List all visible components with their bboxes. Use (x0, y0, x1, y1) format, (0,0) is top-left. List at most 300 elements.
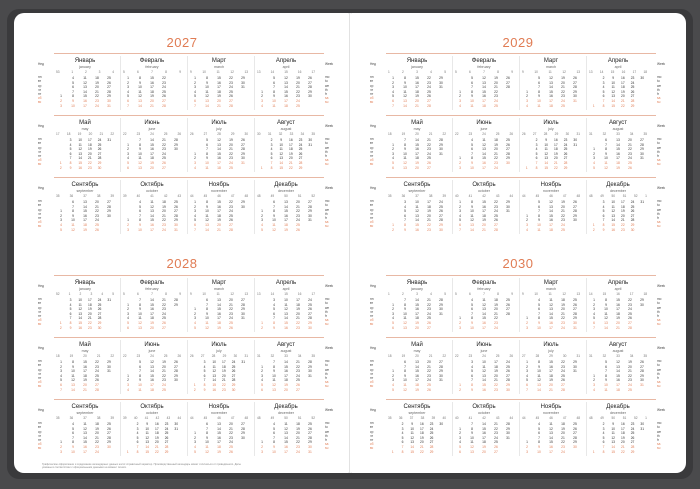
day-cell: 8 (206, 151, 208, 156)
day-cell: 19 (616, 165, 620, 170)
day-cell: 10 (403, 151, 407, 156)
day-cell: 23 (630, 422, 635, 426)
day-cell: 9 (545, 138, 548, 142)
month-name-en: october (478, 189, 490, 193)
week-number: 21 (99, 132, 104, 136)
day-cell: 21 (628, 142, 632, 147)
weekday-labels-en (325, 186, 337, 229)
day-cell: 6 (538, 80, 540, 85)
month-block-december (587, 399, 649, 457)
day-cell: 26 (573, 76, 577, 80)
day-cell: 4 (535, 147, 538, 152)
week-number: 17 (311, 70, 315, 74)
day-cell: 14 (415, 364, 419, 369)
week-numbers (455, 416, 513, 421)
week-number: 35 (311, 354, 315, 358)
week-number: 25 (495, 354, 500, 358)
month-days (123, 360, 181, 394)
weekday-label-en: th (657, 87, 660, 92)
day-cell: 19 (229, 138, 233, 142)
day-cell: 11 (470, 440, 474, 445)
day-cell: 18 (561, 298, 565, 302)
day-cell: 13 (150, 209, 154, 214)
day-cell: 22 (162, 302, 166, 307)
day-cell: 12 (138, 320, 142, 325)
weekday-label: ср (370, 83, 374, 88)
day-cell: 5 (194, 449, 196, 454)
day-cell: 17 (150, 382, 154, 387)
day-cell: 15 (284, 89, 288, 94)
day-cell: 11 (205, 320, 209, 325)
day-cell: 6 (60, 382, 62, 387)
day-cell: 19 (150, 320, 154, 325)
day-cell: 1 (392, 222, 394, 227)
day-cell: 21 (549, 387, 553, 392)
day-cell: 1 (459, 426, 461, 431)
month-name-ru: Сентябрь (403, 404, 431, 410)
day-cell: 12 (482, 302, 486, 307)
day-cell: 15 (284, 320, 288, 325)
weekday-label: вс (370, 162, 374, 167)
day-cell: 2 (459, 431, 461, 436)
week-numbers (123, 194, 181, 199)
day-cell: 29 (439, 76, 443, 80)
day-cell: 9 (538, 94, 540, 99)
day-cell: 29 (308, 364, 312, 369)
day-cell: 24 (95, 449, 99, 454)
day-cell: 16 (415, 80, 419, 85)
day-cell (305, 228, 315, 233)
month-block-december (255, 399, 317, 457)
week-number: 13 (257, 292, 261, 296)
day-cell: 23 (162, 378, 166, 383)
day-cell: 10 (537, 222, 541, 227)
day-cell: 2 (261, 444, 263, 449)
month-block-may (54, 337, 116, 395)
day-cell: 6 (404, 213, 406, 218)
week-label: Нед (370, 124, 376, 128)
day-cell: 12 (71, 227, 75, 232)
day-cell: 26 (640, 360, 644, 364)
day-cell: 18 (621, 85, 625, 90)
day-cell: 6 (72, 200, 74, 204)
day-cell: 1 (60, 360, 62, 364)
day-cell (436, 104, 446, 109)
weekday-label-en: su (325, 224, 329, 229)
day-cell: 6 (392, 325, 394, 330)
day-cell: 5 (139, 204, 141, 209)
day-cell: 14 (284, 360, 288, 364)
day-cell: 14 (150, 298, 154, 302)
day-cell: 5 (69, 307, 72, 312)
weekday-label-en: sa (657, 220, 661, 225)
day-cell: 23 (162, 222, 166, 227)
day-cell: 16 (415, 373, 419, 378)
day-cell: 15 (415, 76, 419, 80)
week-number: 17 (632, 70, 637, 74)
day-cell: 17 (217, 209, 221, 214)
day-cell: 15 (78, 160, 83, 165)
day-cell: 30 (573, 444, 577, 449)
week-number: 42 (482, 194, 486, 198)
day-cell (436, 450, 446, 455)
day-cell: 9 (471, 320, 473, 325)
day-cell: 1 (526, 360, 528, 364)
week-label: Нед (38, 284, 44, 288)
day-cell: 23 (229, 204, 233, 209)
month-days (522, 200, 580, 234)
day-cell: 10 (71, 103, 75, 108)
day-cell: 25 (494, 440, 498, 445)
day-cell: 22 (427, 142, 431, 147)
day-cell: 10 (537, 449, 541, 454)
day-cell: 24 (494, 165, 498, 170)
day-cell: 20 (482, 449, 486, 454)
weekday-label-en: su (325, 162, 329, 167)
weekday-label: вт (38, 425, 42, 430)
week-number: 49 (600, 416, 604, 420)
week-number: 27 (522, 354, 526, 358)
weekday-label: пн (38, 297, 42, 302)
day-cell: 30 (241, 204, 245, 209)
month-block-june (453, 115, 515, 173)
day-cell: 11 (78, 142, 82, 147)
day-cell: 31 (640, 200, 645, 204)
day-cell: 29 (573, 89, 577, 94)
day-cell: 6 (535, 156, 538, 161)
day-cell: 10 (279, 142, 284, 147)
week-number: 24 (482, 354, 486, 358)
day-cell: 31 (640, 426, 645, 431)
day-cell: 29 (241, 151, 245, 156)
day-cell: 5 (538, 426, 540, 431)
weekday-label-en: fr (657, 92, 659, 97)
day-cell: 16 (554, 138, 558, 142)
day-cell: 23 (229, 311, 233, 316)
day-cell: 10 (78, 298, 83, 302)
day-cell: 24 (162, 85, 166, 90)
day-cell: 6 (206, 298, 208, 302)
day-cell: 24 (427, 85, 431, 90)
week-number: 13 (257, 70, 261, 74)
day-cell: 16 (150, 80, 154, 85)
day-cell: 1 (592, 449, 595, 454)
day-cell: 10 (138, 382, 142, 387)
day-cell: 12 (150, 204, 154, 209)
week-label: Нед (370, 62, 376, 66)
day-cell: 14 (549, 435, 553, 440)
weekday-label-en: mo (325, 297, 330, 302)
month-name-ru: Декабрь (606, 404, 630, 410)
day-cell: 22 (95, 440, 99, 445)
week-number: 47 (562, 194, 567, 198)
day-cell: 11 (549, 298, 553, 302)
day-cell: 25 (95, 222, 99, 227)
weekday-label-en: we (657, 367, 662, 372)
day-cell: 1 (127, 373, 129, 378)
day-cell: 31 (107, 103, 111, 108)
day-row (522, 166, 580, 171)
day-cell: 7 (392, 103, 394, 108)
day-cell: 1 (194, 151, 196, 156)
day-cell: 4 (203, 364, 206, 369)
weekday-label-en: fr (325, 376, 327, 381)
day-cell: 5 (194, 325, 196, 330)
day-cell: 6 (139, 364, 141, 369)
day-cell: 23 (628, 151, 632, 156)
day-cell: 12 (549, 76, 553, 80)
week-label-en: Week (325, 62, 334, 66)
day-cell: 8 (72, 360, 74, 364)
week-number: 31 (267, 132, 272, 136)
weekday-label-en: mo (325, 137, 330, 142)
weekday-label: ср (38, 207, 42, 212)
day-cell: 5 (273, 426, 275, 431)
weekday-label-en: fr (325, 216, 327, 221)
day-cell: 31 (439, 85, 443, 90)
day-cell: 10 (611, 200, 616, 204)
day-cell: 9 (404, 80, 406, 85)
day-cell: 4 (69, 142, 72, 147)
week-number: 31 (257, 354, 261, 358)
day-cell: 23 (563, 138, 568, 142)
day-cell: 11 (604, 311, 608, 316)
week-number: 52 (311, 194, 315, 198)
day-cell: 31 (506, 435, 510, 440)
day-cell: 18 (549, 227, 553, 232)
day-cell: 20 (150, 325, 154, 330)
day-cell: 29 (241, 431, 245, 436)
day-cell: 28 (573, 435, 577, 440)
day-cell: 7 (273, 316, 275, 321)
calendar-grid-2027 (38, 53, 334, 239)
day-cell: 28 (107, 89, 111, 94)
month-block-september (54, 177, 116, 235)
day-cell: 7 (602, 98, 605, 103)
month-block-october (121, 177, 183, 235)
day-cell: 7 (69, 156, 72, 161)
month-days (56, 76, 114, 110)
week-number: 22 (110, 132, 114, 136)
day-cell: 29 (630, 449, 635, 454)
day-cell: 2 (392, 373, 394, 378)
month-days (257, 360, 315, 394)
weekday-label-en: fr (325, 154, 327, 159)
weekday-label: вт (370, 301, 374, 306)
month-name-en: january (411, 65, 423, 69)
week-number: 19 (77, 132, 82, 136)
day-cell: 9 (602, 227, 605, 232)
day-cell: 16 (616, 302, 620, 307)
day-cell: 15 (284, 209, 288, 214)
day-cell: 9 (273, 444, 275, 449)
month-name-ru: Октябрь (472, 404, 496, 410)
day-cell: 3 (392, 311, 394, 316)
weekday-label: пт (38, 154, 42, 159)
day-cell: 7 (471, 85, 473, 90)
day-cell: 11 (284, 302, 288, 307)
week-number: 13 (576, 70, 580, 74)
week-number: 20 (88, 132, 93, 136)
day-cell: 5 (392, 320, 394, 325)
day-cell: 30 (107, 364, 111, 369)
week-number: 9 (179, 70, 181, 74)
weekday-label: пт (370, 154, 374, 159)
day-cell: 21 (494, 422, 498, 426)
day-cell: 4 (60, 222, 62, 227)
day-cell: 2 (459, 320, 461, 325)
week-label: Нед (38, 124, 44, 128)
day-cell: 13 (284, 80, 288, 85)
day-cell: 12 (205, 325, 209, 330)
day-cell: 7 (270, 160, 273, 165)
day-cell (171, 166, 181, 171)
week-number: 36 (69, 416, 74, 420)
weekday-label-en: we (657, 145, 662, 150)
day-cell: 6 (401, 440, 404, 445)
weekday-label: вт (370, 425, 374, 430)
day-cell: 19 (427, 209, 431, 214)
day-cell: 12 (78, 307, 83, 312)
week-number: 26 (190, 132, 194, 136)
day-cell: 9 (139, 222, 141, 227)
day-cell: 30 (107, 213, 111, 218)
day-cell: 5 (605, 360, 607, 364)
day-cell: 30 (174, 222, 178, 227)
day-cell: 26 (229, 94, 233, 99)
week-number: 30 (257, 132, 261, 136)
week-number: 19 (401, 132, 406, 136)
day-cell: 16 (212, 387, 217, 392)
day-cell: 12 (284, 426, 288, 431)
day-cell: 30 (241, 435, 245, 440)
week-number: 9 (179, 292, 181, 296)
day-cell: 9 (273, 213, 275, 218)
footnote: Графическое оформление и содержание календарных данных носят справочный характер. Производственный календарь может отличаться от приведённого. Даты указаны в соответствии с официальными данными на момент печати. (42, 463, 241, 469)
day-cell: 2 (593, 151, 595, 156)
day-cell: 21 (296, 435, 300, 440)
week-number: 18 (388, 132, 392, 136)
day-cell: 13 (217, 142, 221, 147)
day-cell: 26 (427, 387, 431, 392)
day-cell: 4 (471, 138, 473, 142)
week-number: 44 (509, 194, 513, 198)
day-cell: 1 (593, 298, 595, 302)
day-cell: 24 (229, 85, 233, 90)
day-cell: 21 (427, 298, 431, 302)
month-row (370, 53, 666, 113)
day-cell: 23 (162, 80, 166, 85)
day-cell: 15 (415, 222, 419, 227)
day-cell: 21 (482, 227, 486, 232)
day-cell: 7 (72, 204, 74, 209)
day-cell: 22 (561, 316, 565, 321)
day-cell: 13 (611, 213, 616, 218)
month-block-april (587, 53, 649, 111)
day-cell: 11 (549, 422, 553, 426)
day-cell: 10 (212, 360, 217, 364)
day-cell (637, 326, 647, 331)
day-cell: 26 (296, 382, 300, 387)
month-block-march (188, 275, 250, 333)
day-cell: 19 (217, 94, 221, 99)
month-block-july (520, 115, 582, 173)
day-cell: 25 (573, 422, 577, 426)
day-cell: 12 (549, 302, 553, 307)
day-cell: 5 (602, 89, 605, 94)
month-name-en: june (480, 349, 488, 353)
day-cell: 25 (97, 302, 102, 307)
month-name-ru: Декабрь (606, 182, 630, 188)
day-cell: 16 (284, 444, 288, 449)
day-cell: 14 (604, 325, 608, 330)
week-number: 39 (123, 416, 127, 420)
day-cell: 1 (60, 440, 62, 445)
day-cell: 15 (217, 151, 221, 156)
day-cell: 26 (162, 94, 166, 99)
week-number: 12 (230, 70, 234, 74)
day-cell: 27 (494, 449, 498, 454)
day-cell: 19 (162, 360, 166, 364)
week-number: 13 (244, 292, 248, 296)
day-cell: 6 (270, 156, 273, 161)
weekday-label: пн (38, 359, 42, 364)
weekday-label: ср (38, 429, 42, 434)
day-cell: 19 (494, 76, 498, 80)
day-row (522, 388, 580, 393)
day-cell: 19 (217, 449, 221, 454)
week-number: 41 (468, 194, 473, 198)
day-cell: 5 (273, 76, 275, 80)
day-cell: 3 (127, 311, 129, 316)
day-cell: 31 (174, 426, 179, 431)
month-row (38, 177, 334, 237)
day-cell: 22 (229, 307, 233, 312)
day-cell: 20 (561, 307, 565, 312)
week-numbers (190, 70, 248, 75)
day-cell: 7 (273, 435, 275, 440)
day-cell: 23 (427, 307, 431, 312)
weekday-label: ср (38, 305, 42, 310)
day-cell: 25 (229, 444, 233, 449)
week-numbers (522, 194, 580, 199)
day-cell (637, 388, 647, 393)
day-cell: 18 (415, 156, 419, 161)
week-number: 12 (562, 70, 566, 74)
weekday-label: чт (370, 211, 374, 216)
weekday-labels-en (325, 62, 337, 105)
day-cell: 5 (593, 316, 595, 321)
day-cell: 14 (78, 156, 83, 161)
week-numbers (56, 416, 114, 421)
day-cell: 28 (97, 316, 102, 321)
day-cell: 10 (138, 311, 142, 316)
day-cell: 12 (403, 320, 407, 325)
weekday-labels-ru (38, 408, 52, 451)
day-cell (436, 326, 446, 331)
month-name-en: february (477, 65, 491, 69)
weekday-label-en: su (325, 322, 329, 327)
day-cell: 18 (217, 89, 221, 94)
day-cell: 19 (616, 316, 620, 321)
day-cell: 21 (621, 444, 625, 449)
weekday-label-en: sa (325, 442, 329, 447)
week-number: 24 (150, 132, 154, 136)
weekday-label-en: th (657, 149, 660, 154)
day-cell: 6 (392, 165, 394, 170)
day-cell: 23 (429, 422, 434, 426)
day-cell: 15 (549, 316, 553, 321)
